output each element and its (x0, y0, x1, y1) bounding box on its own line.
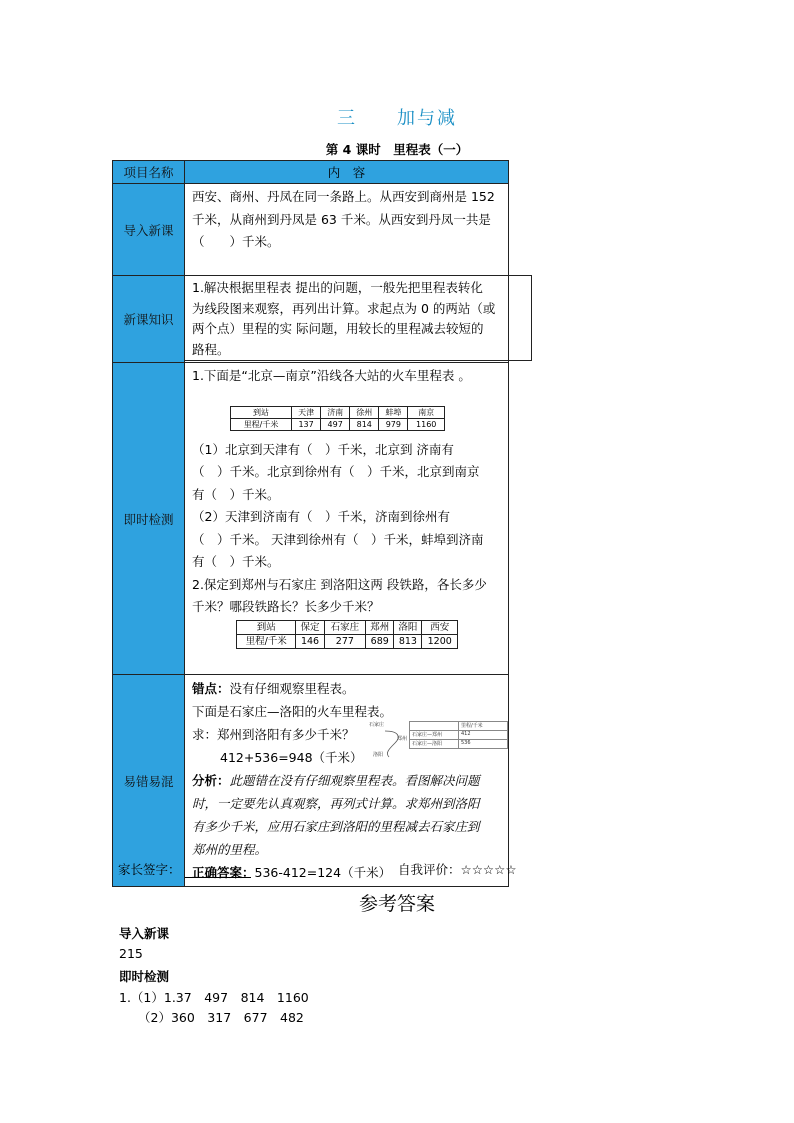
header-item-name: 项目名称 (113, 161, 185, 184)
row-label-check: 即时检测 (113, 363, 185, 675)
check-line-3: 有（ ）千米。 (192, 486, 280, 502)
answer-title: 参考答案 (358, 893, 435, 915)
table-cell: 保定 (296, 620, 324, 634)
mistake-analysis-line-4: 郑州的里程。 (192, 842, 268, 857)
small-table-header (410, 722, 508, 731)
row-label-common-mistakes: 易错易混 (113, 675, 185, 887)
small-mileage-table (409, 721, 508, 749)
small-table-row (410, 740, 508, 749)
table-cell: 里程/千米 (237, 634, 296, 648)
table-cell: 536 (459, 740, 508, 749)
mistake-point-text: 没有仔细观察里程表。 (229, 681, 355, 696)
row-label-new-knowledge: 新课知识 (113, 276, 185, 363)
row-new-knowledge (113, 276, 509, 363)
answer-check-line-1: 1.（1）1.37 497 814 1160 (119, 990, 309, 1005)
table-cell: 里程/千米 (231, 418, 292, 430)
map-label-zhengzhou: 郑州 (397, 736, 408, 742)
table-cell: 郑州 (366, 620, 394, 634)
signature-line[interactable] (185, 865, 251, 878)
header-content: 内 容 (185, 161, 509, 184)
analysis-text-1: 此题错在没有仔细观察里程表。看图解决问题 (229, 773, 480, 788)
knowledge-line-3: 两个点）里程的实 际问题，用较长的里程减去较短的 (192, 321, 484, 336)
check-line-8: 千米？哪段铁路长？长多少千米？ (192, 599, 380, 614)
table-cell: 天津 (292, 406, 321, 418)
table-cell: 1160 (408, 418, 445, 430)
knowledge-line-2: 为线段图来观察，再列出计算。求起点为 0 的两站（或 (192, 300, 496, 316)
table-cell: 济南 (321, 406, 350, 418)
table-cell: 497 (321, 418, 350, 430)
table-cell: 石家庄—洛阳 (410, 740, 459, 749)
table-cell: 石家庄 (324, 620, 366, 634)
table-cell: 277 (324, 634, 366, 648)
table-cell: 979 (379, 418, 408, 430)
mileage-table-header (231, 406, 445, 418)
knowledge-line-1: 1.解决根据里程表 提出的问题，一般先把里程表转化 (192, 280, 483, 295)
table-cell: 徐州 (350, 406, 379, 418)
mistake-wrong-calc: 412+536=948（千米） (220, 750, 363, 765)
answer-intro-value: 215 (119, 946, 143, 961)
table-cell: 813 (394, 634, 422, 648)
table-cell: 西安 (422, 620, 458, 634)
check-line-5: （ ）千米。 天津到徐州有（ ）千米，蚌埠到济南 (192, 531, 484, 547)
table-cell: 蚌埠 (379, 406, 408, 418)
answer-check-line-2: （2）360 317 677 482 (138, 1010, 304, 1025)
table-cell (410, 722, 459, 731)
check-line-1: （1）北京到天津有（ ）千米，北京到 济南有 (192, 441, 454, 457)
unit-title: 三 加与减 (337, 108, 457, 129)
table-cell: 石家庄—郑州 (410, 731, 459, 740)
mileage-table-values (237, 634, 458, 648)
answer-section-check: 即时检测 (119, 969, 170, 984)
correct-answer: 536-412=124（千米） (254, 865, 392, 880)
lesson-title: 第 4 课时 里程表（一） (325, 142, 469, 157)
small-table-row (410, 731, 508, 740)
mistake-question: 求：郑州到洛阳有多少千米？ (192, 727, 355, 742)
correct-label: 正确答案： (192, 865, 255, 880)
table-cell: 到站 (231, 406, 292, 418)
mistake-analysis-line-3: 有多少千米，应用石家庄到洛阳的里程减去石家庄到 (192, 819, 480, 834)
check-intro: 1.下面是“北京—南京”沿线各大站的火车里程表 。 (192, 368, 471, 383)
intro-line-2: 千米，从商州到丹凤是 63 千米。从西安到丹凤一共是 (192, 211, 491, 227)
row-intro (113, 184, 509, 276)
mileage-table-baoding-xian (236, 620, 458, 649)
row-content-check (185, 363, 509, 675)
self-eval-stars[interactable]: ☆☆☆☆☆ (460, 862, 517, 877)
table-cell: 洛阳 (394, 620, 422, 634)
row-content-new-knowledge (185, 276, 509, 363)
signature-row (118, 860, 538, 878)
table-cell: 里程/千米 (459, 722, 508, 731)
table-cell: 412 (459, 731, 508, 740)
table-cell: 137 (292, 418, 321, 430)
mistake-line-2: 下面是石家庄—洛阳的火车里程表。 (192, 704, 393, 719)
self-eval-label: 自我评价： (398, 862, 461, 877)
knowledge-line-4: 路程。 (192, 341, 230, 357)
analysis-label: 分析： (192, 773, 230, 788)
table-cell: 南京 (408, 406, 445, 418)
table-cell: 814 (350, 418, 379, 430)
row-content-intro (185, 184, 509, 276)
lesson-table (112, 160, 509, 887)
mistake-point-label: 错点： (192, 681, 230, 696)
check-line-2: （ ）千米。北京到徐州有（ ）千米，北京到南京 (192, 464, 480, 479)
check-line-4: （2）天津到济南有（ ）千米，济南到徐州有 (192, 509, 450, 524)
map-label-luoyang: 洛阳 (373, 752, 384, 758)
intro-line-3: （ ）千米。 (192, 234, 280, 249)
row-check (113, 363, 509, 675)
mistake-analysis-line-2: 时，一定要先认真观察，再列式计算。求郑州到洛阳 (192, 796, 480, 811)
table-header-row (113, 161, 509, 184)
table-cell: 到站 (237, 620, 296, 634)
self-eval (398, 860, 517, 878)
row-content-common-mistakes (185, 675, 509, 887)
route-figure (371, 721, 511, 761)
mileage-table-header (237, 620, 458, 634)
table-cell: 146 (296, 634, 324, 648)
intro-line-1: 西安、商州、丹凤在同一条路上。从西安到商州是 152 (192, 189, 495, 204)
mistake-point (192, 677, 502, 700)
answer-section-intro: 导入新课 (119, 926, 170, 941)
signature-label: 家长签字： (118, 862, 181, 877)
mistake-analysis-line-1 (192, 769, 502, 792)
map-label-shijiazhuang: 石家庄 (369, 722, 385, 728)
row-common-mistakes (113, 675, 509, 887)
mileage-table-beijing-nanjing (230, 406, 445, 431)
table-cell: 689 (366, 634, 394, 648)
mileage-table-values (231, 418, 445, 430)
check-line-6: 有（ ）千米。 (192, 554, 280, 569)
row-label-intro: 导入新课 (113, 184, 185, 276)
table-cell: 1200 (422, 634, 458, 648)
check-line-7: 2.保定到郑州与石家庄 到洛阳这两 段铁路，各长多少 (192, 576, 487, 592)
